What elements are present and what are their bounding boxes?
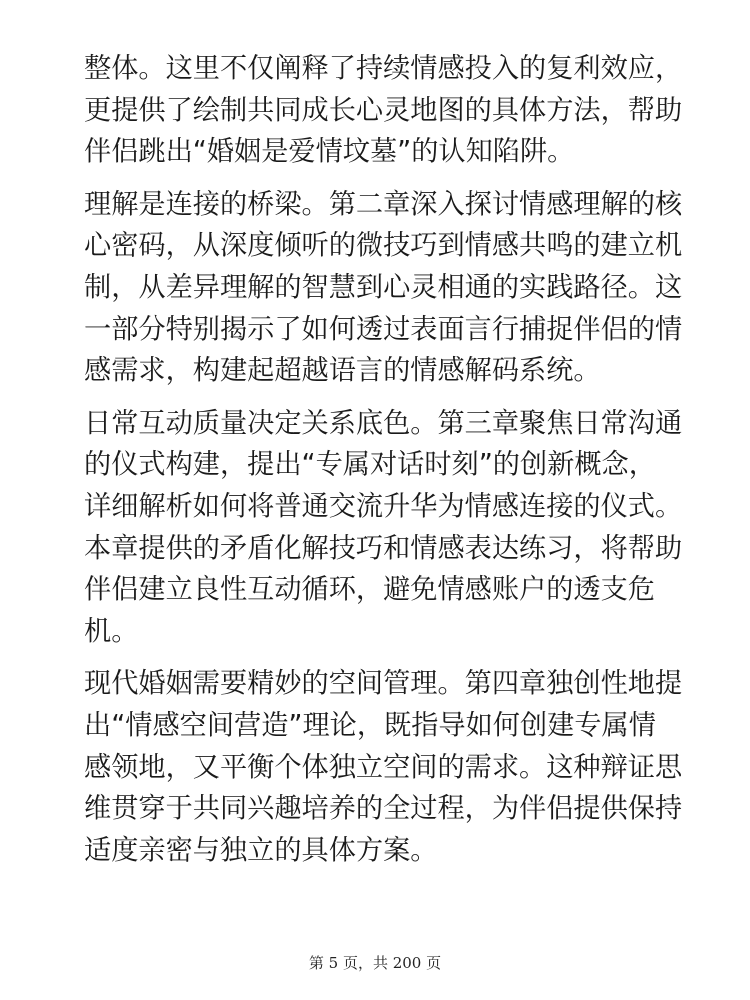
text-line: 详细解析如何将普通交流升华为情感连接的仪式。 <box>84 490 683 522</box>
text-line: 一部分特别揭示了如何透过表面言行捕捉伴侣的情 <box>84 313 683 345</box>
text-line: 理解是连接的桥梁。第二章深入探讨情感理解的核 <box>84 188 683 220</box>
paragraph-4 <box>84 663 704 871</box>
text-line: 现代婚姻需要精妙的空间管理。第四章独创性地提 <box>84 668 683 700</box>
page-number-footer: 第 5 页，共 200 页 <box>308 954 442 972</box>
text-line: 机。 <box>84 615 139 647</box>
text-line: 出“情感空间营造”理论，既指导如何创建专属情 <box>84 709 656 741</box>
text-line: 适度亲密与独立的具体方案。 <box>84 834 438 866</box>
text-line: 的仪式构建，提出“专属对话时刻”的创新概念， <box>84 449 656 481</box>
paragraph-3 <box>84 403 704 653</box>
text-line: 伴侣建立良性互动循环，避免情感账户的透支危 <box>84 574 655 606</box>
text-line: 整体。这里不仅阐释了持续情感投入的复利效应， <box>84 53 683 84</box>
text-line: 本章提供的矛盾化解技巧和情感表达练习，将帮助 <box>84 532 683 564</box>
text-line: 心密码，从深度倾听的微技巧到情感共鸣的建立机 <box>84 230 683 262</box>
text-line: 日常互动质量决定关系底色。第三章聚焦日常沟通 <box>84 407 683 439</box>
document-body <box>84 48 704 882</box>
text-line: 感领地，又平衡个体独立空间的需求。这种辩证思 <box>84 751 683 783</box>
paragraph-2 <box>84 184 704 392</box>
text-line: 伴侣跳出“婚姻是爱情坟墓”的认知陷阱。 <box>84 136 575 168</box>
paragraph-1 <box>84 48 704 173</box>
text-line: 感需求，构建起超越语言的情感解码系统。 <box>84 355 601 387</box>
text-line: 更提供了绘制共同成长心灵地图的具体方法，帮助 <box>84 94 683 126</box>
text-line: 维贯穿于共同兴趣培养的全过程，为伴侣提供保持 <box>84 793 683 825</box>
text-line: 制，从差异理解的智慧到心灵相通的实践路径。这 <box>84 271 683 303</box>
